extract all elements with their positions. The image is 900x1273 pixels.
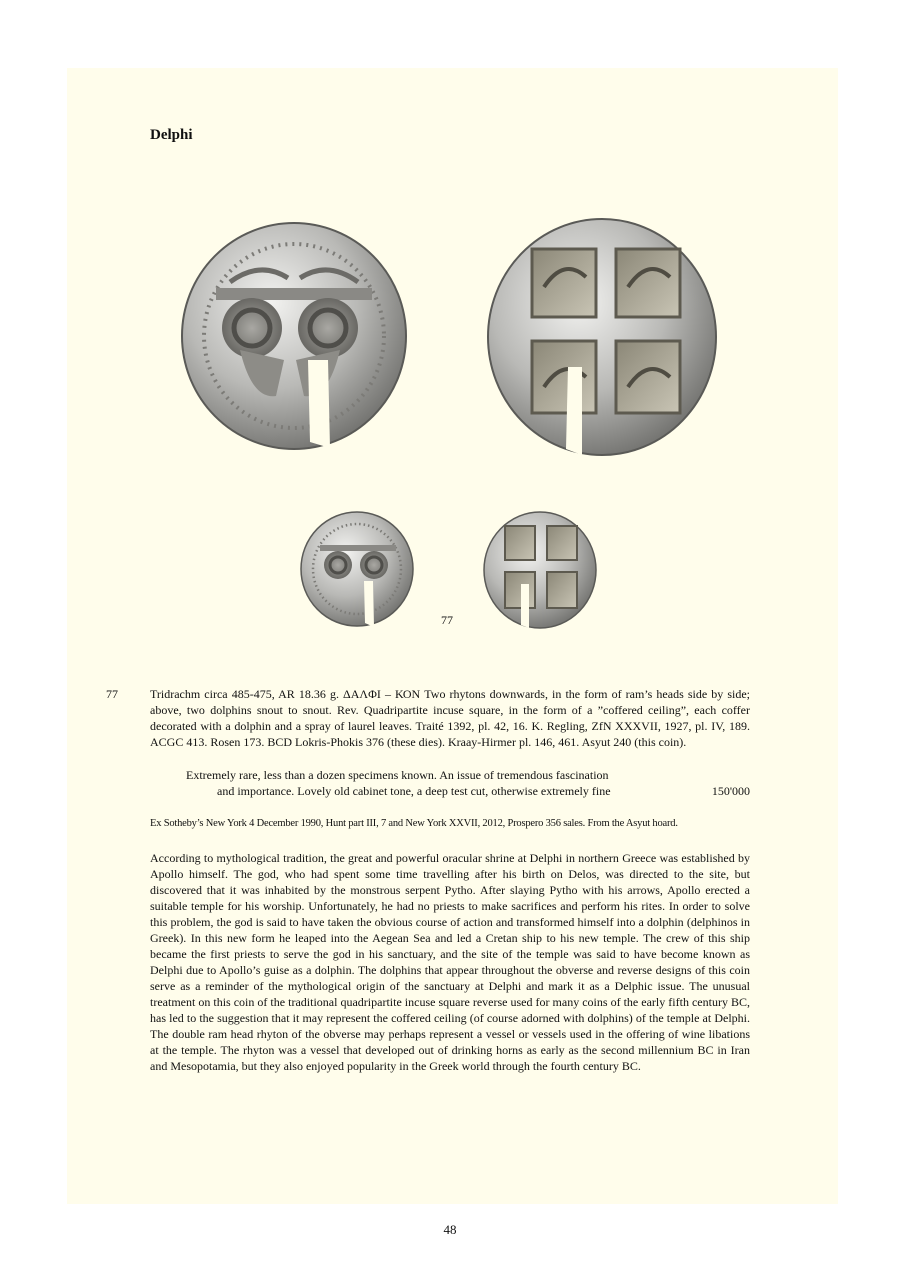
section-heading: Delphi	[150, 127, 193, 143]
page-number: 48	[443, 1222, 457, 1237]
coin-obverse-small-image	[300, 511, 416, 629]
figure-lot-label: 77	[441, 613, 453, 627]
coin-obverse-large-image	[180, 220, 412, 452]
entry-provenance: Ex Sotheby’s New York 4 December 1990, Hunt part III, 7 and New York XXVII, 2012, Prospero 356 sales. From the Asyut hoard.	[150, 818, 678, 829]
entry-grade-line-2: and importance. Lovely old cabinet tone, a deep test cut, otherwise extremely fine	[217, 784, 611, 798]
entry-number: 77	[106, 687, 118, 701]
coin-reverse-small-image	[483, 510, 597, 630]
coin-reverse-large-image	[486, 217, 718, 459]
entry-essay: According to mythological tradition, the great and powerful oracular shrine at Delphi in northern Greece was established by Apollo himself. The god, who had spent some time travelling after his birth on Delos, was directed to the site, but discovered that it was inhabited by the monstrous serpent Pytho. After slaying Pytho with his arrows, Apollo erected a suitable temple for his worship. Unfortunately, he had no priests to make sacrifices and perform his rites. In order to solve this problem, the god is said to have taken the obvious course of action and transformed himself into a dolphin (delphinos in Greek). In this new form he leaped into the Aegean Sea and led a Cretan ship to his new temple. The crew of this ship became the first priests to serve the god in his sanctuary, and the site of the temple was said to have become known as Delphi due to Apollo’s guise as a dolphin. The dolphins that appear throughout the obverse and reverse designs of this coin serve as a reminder of the mythological origin of the sanctuary at Delphi and mark it as a Delphic issue. The unusual treatment on this coin of the traditional quadripartite incuse square reverse used for many coins of the early fifth century BC, has led to the suggestion that it may represent the coffered ceiling (of course adorned with dolphins) of the temple at Delphi. The double ram head rhyton of the obverse may perhaps represent a vessel or vessels used in the offering of wine libations at the temple. The rhyton was a vessel that developed out of drinking horns as early as the second millennium BC in Iran and Mesopotamia, but they also enjoyed popularity in the Greek world through the fourth century BC.	[150, 851, 750, 1073]
entry-description: Tridrachm circa 485-475, AR 18.36 g. ΔΑΛΦΙ – ΚΟΝ Two rhytons downwards, in the form of ram’s heads side by side; above, two dolphins snout to snout. Rev. Quadripartite incuse square, in the form of a ”coffered ceiling”, each coffer decorated with a dolphin and a spray of laurel leaves. Traité 1392, pl. 42, 16. K. Regling, ZfN XXXVII, 1927, pl. IV, 189. ACGC 413. Rosen 173. BCD Lokris-Phokis 376 (these dies). Kraay-Hirmer pl. 146, 461. Asyut 240 (this coin).	[150, 687, 750, 749]
entry-price: 150'000	[711, 784, 750, 798]
entry-grade-line-1: Extremely rare, less than a dozen specimens known. An issue of tremendous fascination	[186, 768, 609, 782]
